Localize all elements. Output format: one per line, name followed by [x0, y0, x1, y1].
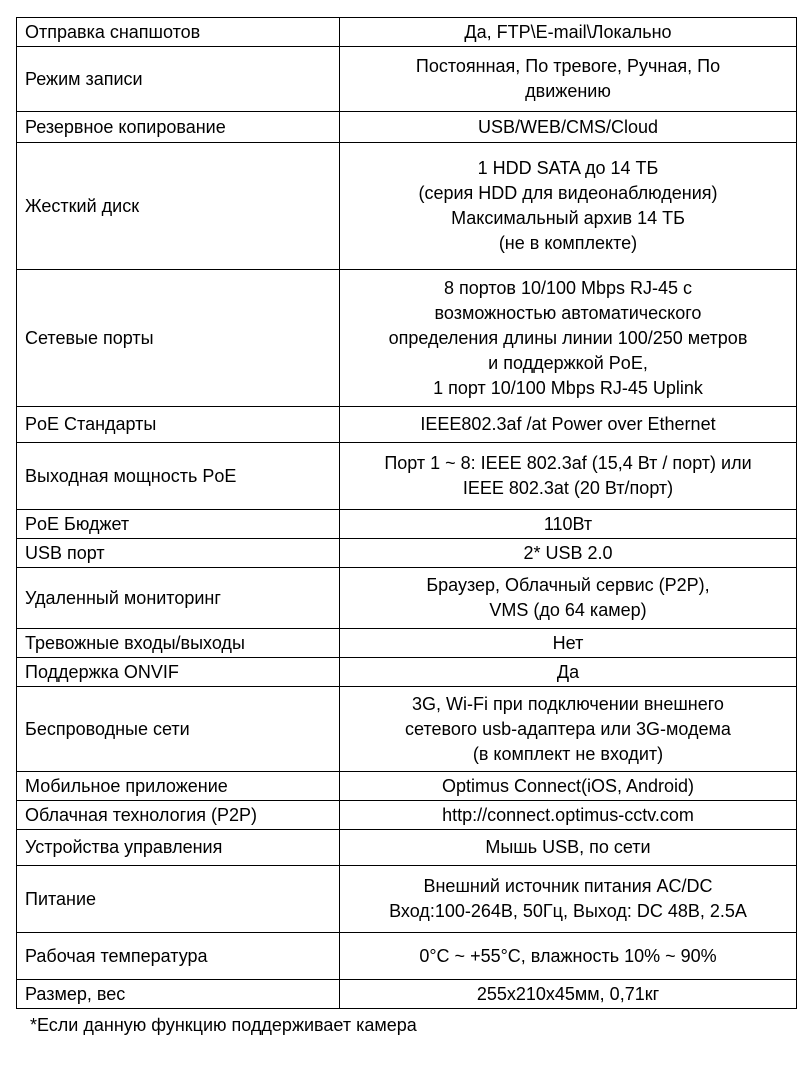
table-row	[17, 933, 797, 980]
spec-value-line: (не в комплекте)	[498, 233, 638, 253]
spec-value	[340, 687, 797, 772]
table-row	[17, 980, 797, 1009]
table-row	[17, 568, 797, 629]
spec-value	[340, 443, 797, 510]
spec-value	[340, 801, 797, 830]
table-row	[17, 687, 797, 772]
spec-value	[340, 980, 797, 1009]
spec-label: PoE Стандарты	[17, 407, 340, 443]
table-row	[17, 629, 797, 658]
spec-value-line: сетевого usb-адаптера или 3G-модема	[405, 718, 731, 739]
spec-value-line: Браузер, Облачный сервис (P2P),	[426, 575, 710, 595]
spec-value-line: (серия HDD для видеонаблюдения)	[418, 183, 718, 203]
spec-value-line: Мышь USB, по сети	[485, 837, 651, 857]
spec-label: Режим записи	[17, 47, 340, 112]
table-row	[17, 18, 797, 47]
spec-label: Выходная мощность PoE	[17, 443, 340, 510]
spec-sheet	[16, 17, 796, 1037]
footnote: *Если данную функцию поддерживает камера	[30, 1015, 417, 1035]
spec-value-line: 3G, Wi-Fi при подключении внешнего	[412, 693, 724, 714]
spec-value	[340, 18, 797, 47]
spec-label: Отправка снапшотов	[17, 18, 340, 47]
spec-value-line: IEEE 802.3at (20 Вт/порт)	[462, 478, 674, 498]
spec-value	[340, 568, 797, 629]
table-row	[17, 443, 797, 510]
spec-value-line: и поддержкой PoE,	[488, 352, 648, 373]
table-row	[17, 510, 797, 539]
spec-label: Облачная технология (P2P)	[17, 801, 340, 830]
spec-value	[340, 539, 797, 568]
table-row	[17, 539, 797, 568]
table-row	[17, 801, 797, 830]
spec-label: Поддержка ONVIF	[17, 658, 340, 687]
spec-label: Устройства управления	[17, 830, 340, 866]
spec-value	[340, 510, 797, 539]
spec-value-line: Максимальный архив 14 ТБ	[451, 208, 685, 228]
spec-table	[16, 17, 797, 1009]
spec-value-line: http://connect.optimus-cctv.com	[442, 804, 694, 825]
spec-value-line: USB/WEB/CMS/Cloud	[477, 116, 659, 137]
spec-label: Жесткий диск	[17, 143, 340, 270]
spec-value-line: определения длины линии 100/250 метров	[388, 327, 748, 348]
spec-value	[340, 933, 797, 980]
spec-value-line: Да, FTP\E-mail\Локально	[464, 21, 672, 42]
spec-value-line: 255x210x45мм, 0,71кг	[476, 983, 660, 1004]
table-row	[17, 772, 797, 801]
table-row	[17, 270, 797, 407]
table-row	[17, 112, 797, 143]
spec-value	[340, 47, 797, 112]
table-row	[17, 47, 797, 112]
spec-value-line: Вход:100-264В, 50Гц, Выход: DC 48В, 2.5А	[389, 901, 747, 921]
spec-value-line: 110Вт	[543, 513, 593, 534]
spec-value	[340, 143, 797, 270]
spec-value-line: IEEE802.3af /at Power over Ethernet	[420, 414, 716, 434]
spec-table-body	[17, 18, 797, 1009]
spec-value-line: 2* USB 2.0	[523, 542, 613, 563]
spec-value	[340, 658, 797, 687]
table-row	[17, 407, 797, 443]
spec-label: Удаленный мониторинг	[17, 568, 340, 629]
spec-value-line: Да	[556, 661, 580, 682]
spec-value-line: возможностью автоматического	[434, 302, 702, 323]
spec-value	[340, 270, 797, 407]
spec-value-line: Нет	[552, 632, 584, 653]
spec-label: Мобильное приложение	[17, 772, 340, 801]
table-row	[17, 143, 797, 270]
spec-value-line: Порт 1 ~ 8: IEEE 802.3af (15,4 Вт / порт) или	[384, 453, 752, 473]
spec-value-line: 0°C ~ +55°C, влажность 10% ~ 90%	[419, 945, 717, 966]
spec-value	[340, 866, 797, 933]
spec-label: Сетевые порты	[17, 270, 340, 407]
spec-value-line: 1 порт 10/100 Mbps RJ-45 Uplink	[433, 377, 703, 398]
spec-label: USB порт	[17, 539, 340, 568]
spec-label: Рабочая температура	[17, 933, 340, 980]
spec-label: Беспроводные сети	[17, 687, 340, 772]
spec-value-line: (в комплект не входит)	[472, 743, 664, 764]
spec-label: Питание	[17, 866, 340, 933]
spec-value	[340, 407, 797, 443]
table-row	[17, 658, 797, 687]
table-row	[17, 866, 797, 933]
spec-value-line: Постоянная, По тревоге, Ручная, По	[415, 56, 721, 76]
spec-value-line: движению	[525, 81, 611, 101]
spec-value	[340, 830, 797, 866]
spec-value	[340, 112, 797, 143]
table-row	[17, 830, 797, 866]
spec-value-line: Внешний источник питания AC/DC	[423, 876, 713, 896]
spec-value	[340, 629, 797, 658]
spec-value-line: 8 портов 10/100 Mbps RJ-45 с	[443, 277, 693, 298]
spec-value-line: VMS (до 64 камер)	[489, 600, 647, 620]
spec-value	[340, 772, 797, 801]
spec-value-line: 1 HDD SATA до 14 ТБ	[477, 158, 659, 178]
spec-label: PoE Бюджет	[17, 510, 340, 539]
spec-value-line: Optimus Connect(iOS, Android)	[441, 775, 695, 796]
spec-label: Тревожные входы/выходы	[17, 629, 340, 658]
spec-label: Размер, вес	[17, 980, 340, 1009]
spec-label: Резервное копирование	[17, 112, 340, 143]
